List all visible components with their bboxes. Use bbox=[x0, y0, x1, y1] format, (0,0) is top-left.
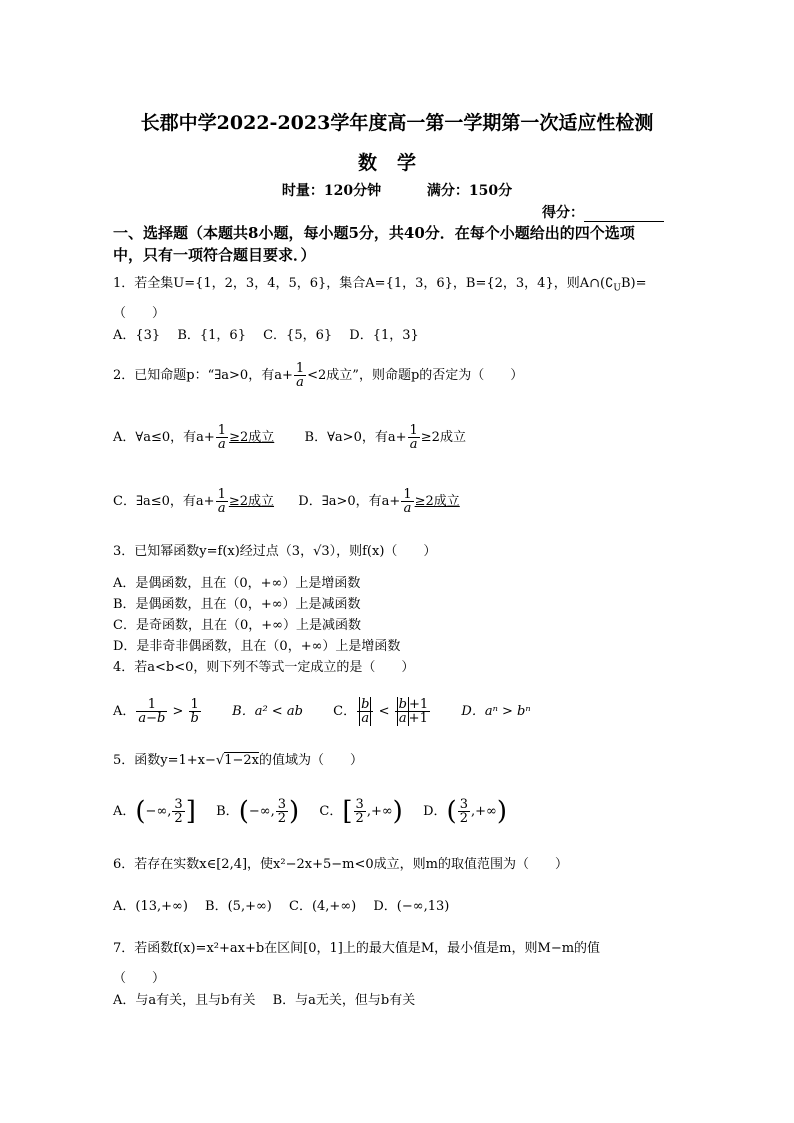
q3-option-a: A．是偶函数，且在（0，+∞）上是增函数 bbox=[113, 576, 361, 591]
q1-paren: （ ） bbox=[113, 306, 166, 321]
q2-options-cd bbox=[113, 488, 460, 515]
q3-option-c: C．是奇函数，且在（0，+∞）上是减函数 bbox=[113, 618, 361, 633]
q7-stem: 7．若函数f(x)=x²+ax+b在区间[0，1]上的最大值是M，最小值是m，则M−m的值 bbox=[113, 941, 601, 956]
section-heading-line1: 一、选择题（本题共8小题，每小题5分，共40分．在每个小题给出的四个选项 bbox=[113, 224, 635, 242]
q2-stem: 2．已知命题p：“∃a>0，有a+ $\frac{1}{a}$ <2成立”，则命题p的否定为（ ） bbox=[113, 361, 524, 390]
q7-paren: （ ） bbox=[113, 971, 166, 986]
q5-option-b: B．(−∞, $\frac{3}{2}$ ) bbox=[216, 796, 300, 827]
q1-stem: 1．若全集U={1，2，3，4，5，6}，集合A={1，3，6}，B={2，3，4}，则$A\cap(∁_UB)=$ bbox=[113, 276, 647, 294]
q4-option-a: A． $\frac{1}{a-b}$ > $\frac{1}{b}$ bbox=[113, 697, 199, 726]
q3-option-d: D．是非奇非偶函数，且在（0，+∞）上是增函数 bbox=[113, 639, 401, 654]
q2-options-ab bbox=[113, 424, 466, 451]
q2-option-a: A．∀a≤0，有a+ $\frac{1}{a}$ ≥2成立 bbox=[113, 423, 275, 452]
q4-option-c: C． $\frac{b}{a}$ < $\frac{b +1}{a +1}$ bbox=[333, 697, 429, 726]
exam-meta bbox=[0, 180, 794, 200]
q2-option-d: D．∃a>0，有a+ $\frac{1}{a}$ ≥2成立 bbox=[298, 487, 460, 516]
q1-options: A．{3} B．{1，6} C．{5，6} D．{1，3} bbox=[113, 328, 419, 343]
q4-option-b: B．a² < ab bbox=[232, 704, 303, 719]
q5-option-c: C．[ $\frac{3}{2}$ ,+∞) bbox=[319, 796, 403, 827]
q5-stem: 5．函数y=1+x−√1−2x的值域为（ ） bbox=[113, 753, 363, 768]
q4-options bbox=[113, 698, 531, 725]
score-blank[interactable] bbox=[584, 207, 664, 222]
q5-options bbox=[113, 798, 507, 825]
section-heading-line2: 中，只有一项符合题目要求．） bbox=[113, 246, 316, 264]
score-label: 得分： bbox=[542, 205, 584, 221]
q5-option-d: D．( $\frac{3}{2}$ ,+∞) bbox=[423, 796, 507, 827]
q3-stem: 3．已知幂函数y=f(x)经过点（3，√3），则f(x)（ ） bbox=[113, 544, 437, 559]
subject-title: 数学 bbox=[357, 152, 436, 174]
time-label: 时量：120分钟 bbox=[281, 183, 382, 199]
q3-option-b: B．是偶函数，且在（0，+∞）上是减函数 bbox=[113, 597, 361, 612]
q2-option-b: B．∀a>0，有a+ $\frac{1}{a}$ ≥2成立 bbox=[304, 423, 466, 452]
fraction: $\frac{1}{a}$ bbox=[295, 361, 305, 390]
q4-stem: 4．若a<b<0，则下列不等式一定成立的是（ ） bbox=[113, 660, 415, 675]
q2-option-c: C．∃a≤0，有a+ $\frac{1}{a}$ ≥2成立 bbox=[113, 487, 275, 516]
exam-title: 长郡中学2022-2023学年度高一第一学期第一次适应性检测 bbox=[140, 112, 654, 134]
q7-options: A．与a有关，且与b有关 B．与a无关，但与b有关 bbox=[113, 993, 416, 1008]
q6-stem: 6．若存在实数x∈[2,4]，使x²−2x+5−m<0成立，则m的取值范围为（ ） bbox=[113, 857, 568, 872]
score-field[interactable] bbox=[542, 202, 664, 222]
full-score-label: 满分：150分 bbox=[426, 183, 513, 199]
q4-option-d: D．aⁿ > bⁿ bbox=[461, 704, 531, 719]
q5-option-a: A．(−∞, $\frac{3}{2}$ ] bbox=[113, 796, 196, 827]
q6-options: A．(13,+∞) B．(5,+∞) C．(4,+∞) D．(−∞,13) bbox=[113, 899, 450, 914]
